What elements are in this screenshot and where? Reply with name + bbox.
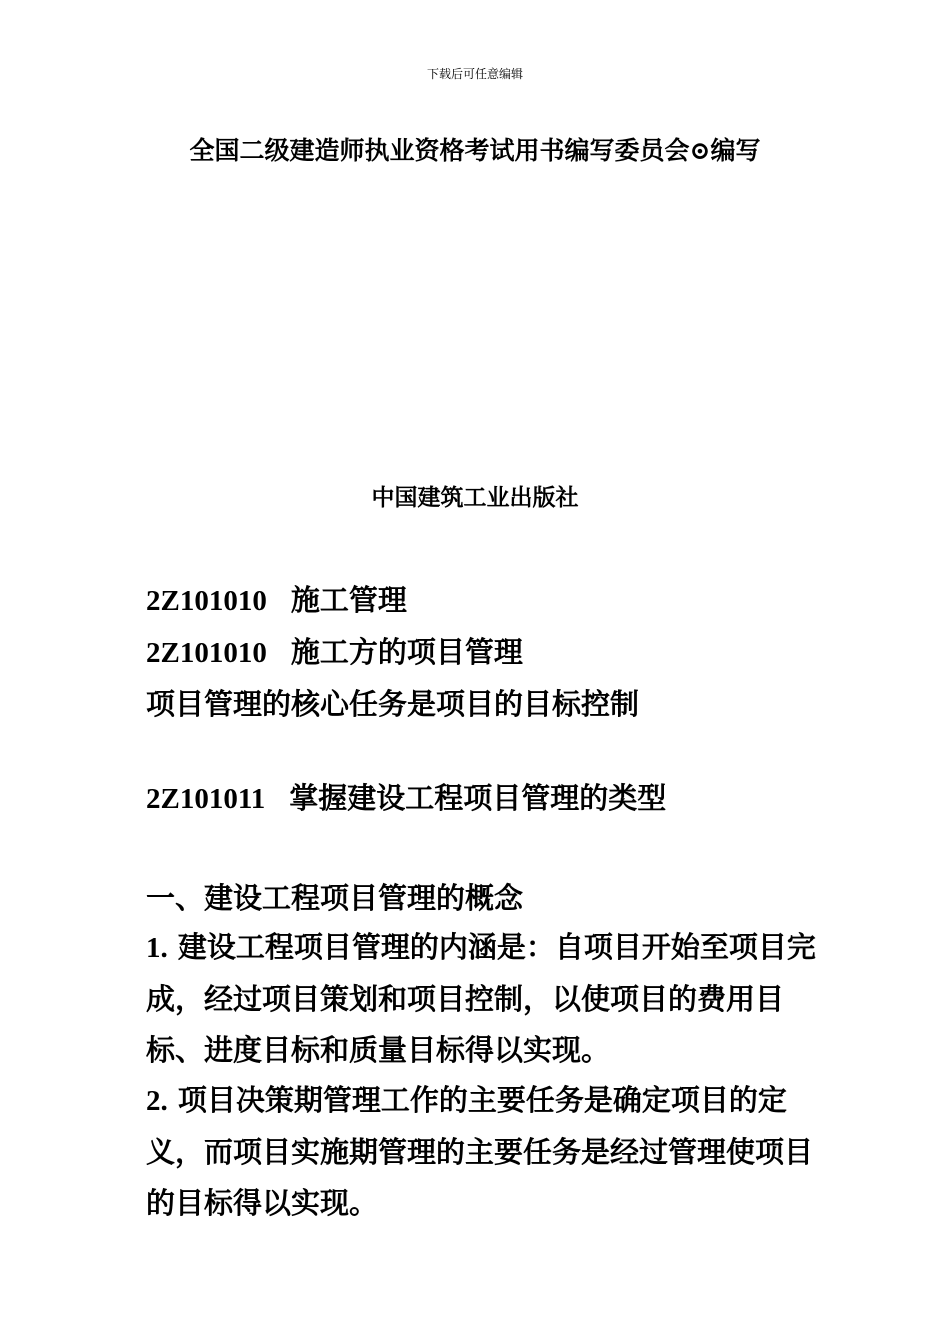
- point-number: 2.: [146, 1085, 168, 1117]
- heading-title: 施工管理: [290, 583, 407, 617]
- author-line: 全国二级建造师执业资格考试用书编写委员会⊙编写: [189, 136, 761, 165]
- section-code: 2Z101011: [146, 783, 266, 815]
- subsection-title: 一、建设工程项目管理的概念: [146, 881, 524, 915]
- section-line: [146, 772, 826, 824]
- section-heading: [146, 772, 826, 824]
- section-title: 掌握建设工程项目管理的类型: [289, 781, 667, 815]
- download-note: 下载后可任意编辑: [426, 67, 523, 81]
- heading-code: 2Z101010: [146, 637, 267, 669]
- heading-code: 2Z101010: [146, 585, 267, 617]
- publisher-name: 中国建筑工业出版社: [371, 484, 579, 511]
- point-paragraph-1: [146, 922, 816, 1076]
- heading-title: 施工方的项目管理: [290, 635, 523, 669]
- point-paragraph-2: [146, 1075, 816, 1229]
- point-number: 1.: [146, 932, 168, 964]
- point-text: 项目决策期管理工作的主要任务是确定项目的定义，而项目实施期管理的主要任务是经过管理使项目的目标得以实现。: [146, 1083, 814, 1220]
- heading-line: [146, 574, 826, 626]
- heading-line: [146, 626, 826, 678]
- headings-block: [146, 574, 826, 730]
- subsection-heading: [146, 872, 826, 924]
- point-text: 建设工程项目管理的内涵是：自项目开始至项目完成，经过项目策划和项目控制，以使项目的费用目标、进度目标和质量目标得以实现。: [146, 930, 816, 1067]
- core-task-line: 项目管理的核心任务是项目的目标控制: [146, 687, 640, 721]
